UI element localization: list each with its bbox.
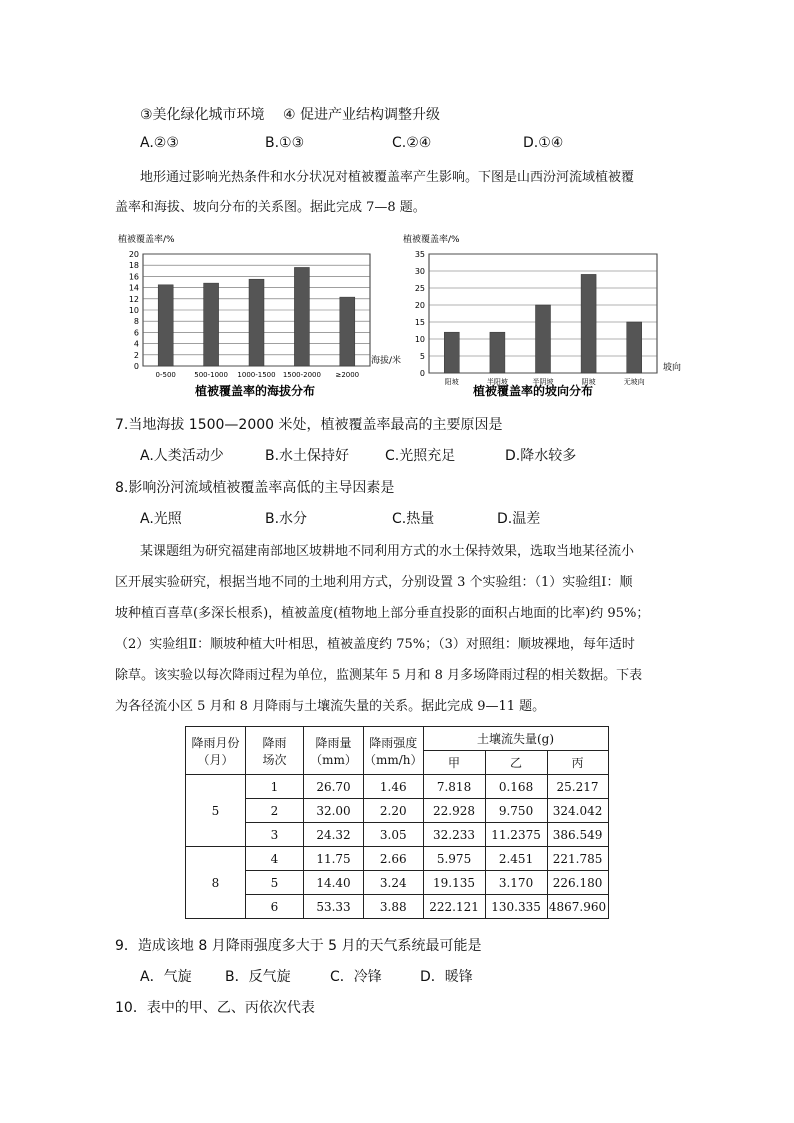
header-intensity — [364, 727, 424, 775]
altitude-x-tick-label: 1000-1500 — [237, 371, 276, 379]
table-row — [186, 799, 609, 823]
aspect-y-tick-label: 30 — [414, 267, 425, 276]
aspect-x-tick-label: 半阳坡 — [486, 378, 508, 386]
q8-stem: 8.影响汾河流域植被覆盖率高低的主导因素是 — [115, 480, 395, 496]
aspect-chart-title: 植被覆盖率的坡向分布 — [472, 384, 594, 398]
header-amount-line1: 降雨量 — [315, 735, 352, 750]
altitude-x-tick-label: 500-1000 — [194, 371, 228, 379]
altitude-y-tick-label: 12 — [128, 294, 139, 304]
header-jia: 甲 — [423, 751, 485, 775]
altitude-bar-1 — [158, 285, 173, 366]
table-cell: 130.335 — [485, 895, 547, 919]
table-cell: 226.180 — [547, 871, 608, 895]
header-month-line1: 降雨月份 — [191, 735, 240, 750]
altitude-bar-4 — [294, 267, 309, 366]
q7-option-b: B.水土保持好 — [265, 448, 350, 464]
aspect-y-tick-label: 20 — [414, 301, 425, 310]
q7-option-c: C.光照充足 — [385, 448, 456, 464]
header-intensity-line1: 降雨强度 — [369, 735, 418, 750]
altitude-y-tick-label: 18 — [128, 261, 139, 271]
altitude-chart-title: 植被覆盖率的海拔分布 — [194, 384, 316, 398]
table-cell: 2 — [246, 799, 304, 823]
table-cell: 0.168 — [485, 775, 547, 799]
altitude-y-tick-label: 8 — [133, 317, 139, 327]
header-amount — [304, 727, 364, 775]
q8-option-b: B.水分 — [265, 511, 308, 527]
table-cell: 7.818 — [423, 775, 485, 799]
table-cell: 3.24 — [364, 871, 424, 895]
table-cell: 32.00 — [304, 799, 364, 823]
altitude-y-tick-label: 0 — [133, 362, 139, 371]
aspect-y-tick-label: 35 — [414, 250, 425, 259]
table-cell: 26.70 — [304, 775, 364, 799]
q9-option-a: A．气旋 — [140, 969, 192, 985]
q6-option-c: C.②④ — [392, 135, 432, 151]
header-soil-loss: 土壤流失量(g) — [423, 727, 608, 751]
table-cell: 5 — [246, 871, 304, 895]
table-cell: 5.975 — [423, 847, 485, 871]
altitude-chart — [115, 232, 402, 402]
aspect-chart-xlabel: 坡向 — [663, 363, 682, 373]
intro1-line1: 地形通过影响光热条件和水分状况对植被覆盖率产生影响。下图是山西汾河流域植被覆 — [140, 170, 635, 185]
altitude-y-tick-label: 16 — [128, 272, 139, 282]
header-month-line2: （月） — [197, 752, 234, 767]
table-cell: 2.66 — [364, 847, 424, 871]
altitude-chart-ylabel: 植被覆盖率/% — [118, 235, 175, 245]
table-cell: 221.785 — [547, 847, 608, 871]
table-cell: 9.750 — [485, 799, 547, 823]
table-row — [186, 823, 609, 847]
table-cell: 4867.960 — [547, 895, 608, 919]
header-count-line1: 降雨 — [262, 735, 287, 750]
aspect-x-tick-label: 阴坡 — [581, 378, 596, 386]
q6-option-b: B.①③ — [265, 135, 305, 151]
aspect-y-tick-label: 15 — [414, 318, 425, 327]
table-cell: 6 — [246, 895, 304, 919]
q9-option-d: D．暖锋 — [420, 969, 473, 985]
q7-stem: 7.当地海拔 1500—2000 米处，植被覆盖率最高的主要原因是 — [115, 417, 503, 433]
q9-option-b: B．反气旋 — [225, 969, 291, 985]
q9-option-c: C．冷锋 — [330, 969, 382, 985]
aspect-bar-3 — [536, 305, 551, 373]
header-intensity-line2: （mm/h） — [364, 752, 423, 767]
q7-option-a: A.人类活动少 — [140, 448, 224, 464]
table-cell: 25.217 — [547, 775, 608, 799]
altitude-x-tick-label: 0-500 — [155, 371, 176, 379]
q10-stem: 10．表中的甲、乙、丙依次代表 — [115, 1000, 315, 1016]
altitude-y-tick-label: 2 — [133, 350, 139, 360]
aspect-bar-5 — [627, 322, 642, 373]
q7-option-d: D.降水较多 — [505, 448, 577, 464]
table-cell: 222.121 — [423, 895, 485, 919]
aspect-x-tick-label: 阳坡 — [444, 378, 459, 386]
table-row — [186, 847, 609, 871]
aspect-x-tick-label: 半阴坡 — [532, 378, 554, 386]
table-cell: 3.05 — [364, 823, 424, 847]
altitude-y-tick-label: 20 — [128, 250, 139, 259]
altitude-x-tick-label: ≥2000 — [335, 371, 360, 379]
table-row — [186, 895, 609, 919]
altitude-chart-xlabel: 海拔/米 — [371, 356, 402, 366]
month-cell: 8 — [186, 847, 246, 919]
table-cell: 2.20 — [364, 799, 424, 823]
intro2-line6: 为各径流小区 5 月和 8 月降雨与土壤流失量的关系。据此完成 9—11 题。 — [115, 699, 546, 714]
header-amount-line2: （mm） — [310, 752, 357, 767]
header-count — [246, 727, 304, 775]
table-cell: 1.46 — [364, 775, 424, 799]
table-cell: 24.32 — [304, 823, 364, 847]
aspect-chart-ylabel: 植被覆盖率/% — [403, 235, 460, 245]
table-cell: 4 — [246, 847, 304, 871]
aspect-bar-1 — [444, 332, 459, 373]
intro2-line4: （2）实验组Ⅱ：顺坡种植大叶相思，植被盖度约 75%；（3）对照组：顺坡裸地，每年适时 — [115, 637, 635, 652]
table-cell: 3 — [246, 823, 304, 847]
table-cell: 324.042 — [547, 799, 608, 823]
aspect-x-tick-label: 无坡向 — [623, 378, 645, 386]
rainfall-soil-loss-table — [185, 726, 609, 919]
table-cell: 14.40 — [304, 871, 364, 895]
table-cell: 3.88 — [364, 895, 424, 919]
table-row — [186, 871, 609, 895]
q9-stem: 9．造成该地 8 月降雨强度多大于 5 月的天气系统最可能是 — [115, 938, 482, 954]
table-cell: 19.135 — [423, 871, 485, 895]
table-cell: 53.33 — [304, 895, 364, 919]
intro2-line2: 区开展实验研究，根据当地不同的土地利用方式，分别设置 3 个实验组：（1）实验组Ⅰ：顺 — [115, 575, 633, 590]
q6-option-d: D.①④ — [523, 135, 564, 151]
header-yi: 乙 — [485, 751, 547, 775]
table-cell: 2.451 — [485, 847, 547, 871]
table-cell: 11.75 — [304, 847, 364, 871]
aspect-y-tick-label: 10 — [414, 335, 425, 344]
altitude-bar-2 — [204, 283, 219, 366]
altitude-x-tick-label: 1500-2000 — [282, 371, 321, 379]
table-cell: 32.233 — [423, 823, 485, 847]
altitude-y-tick-label: 6 — [133, 328, 139, 338]
q6-option-a: A.②③ — [140, 135, 179, 151]
table-cell: 11.2375 — [485, 823, 547, 847]
header-bing: 丙 — [547, 751, 608, 775]
table-cell: 1 — [246, 775, 304, 799]
altitude-bar-3 — [249, 279, 264, 366]
aspect-y-tick-label: 5 — [419, 352, 425, 361]
table-row — [186, 775, 609, 799]
q8-option-a: A.光照 — [140, 511, 182, 527]
altitude-y-tick-label: 4 — [133, 339, 139, 349]
table-cell: 22.928 — [423, 799, 485, 823]
q8-option-d: D.温差 — [497, 511, 541, 527]
q6-items: ③美化绿化城市环境 ④ 促进产业结构调整升级 — [140, 107, 441, 123]
intro2-line1: 某课题组为研究福建南部地区坡耕地不同利用方式的水土保持效果，选取当地某径流小 — [140, 544, 635, 559]
month-cell: 5 — [186, 775, 246, 847]
altitude-y-tick-label: 10 — [128, 306, 139, 315]
altitude-y-tick-label: 14 — [128, 283, 139, 293]
altitude-bar-5 — [340, 297, 355, 366]
aspect-y-tick-label: 25 — [414, 284, 425, 293]
intro1-line2: 盖率和海拔、坡向分布的关系图。据此完成 7—8 题。 — [115, 200, 426, 215]
q8-option-c: C.热量 — [392, 511, 435, 527]
intro2-line5: 除草。该实验以每次降雨过程为单位，监测某年 5 月和 8 月多场降雨过程的相关数据。下表 — [115, 668, 643, 683]
intro2-line3: 坡种植百喜草(多深长根系)，植被盖度(植物地上部分垂直投影的面积占地面的比率)约 95%； — [115, 606, 650, 621]
header-month — [186, 727, 246, 775]
table-cell: 3.170 — [485, 871, 547, 895]
header-count-line2: 场次 — [262, 752, 287, 767]
aspect-y-tick-label: 0 — [419, 369, 425, 378]
aspect-bar-2 — [490, 332, 505, 373]
table-cell: 386.549 — [547, 823, 608, 847]
aspect-bar-4 — [581, 274, 596, 373]
aspect-chart — [403, 232, 688, 402]
